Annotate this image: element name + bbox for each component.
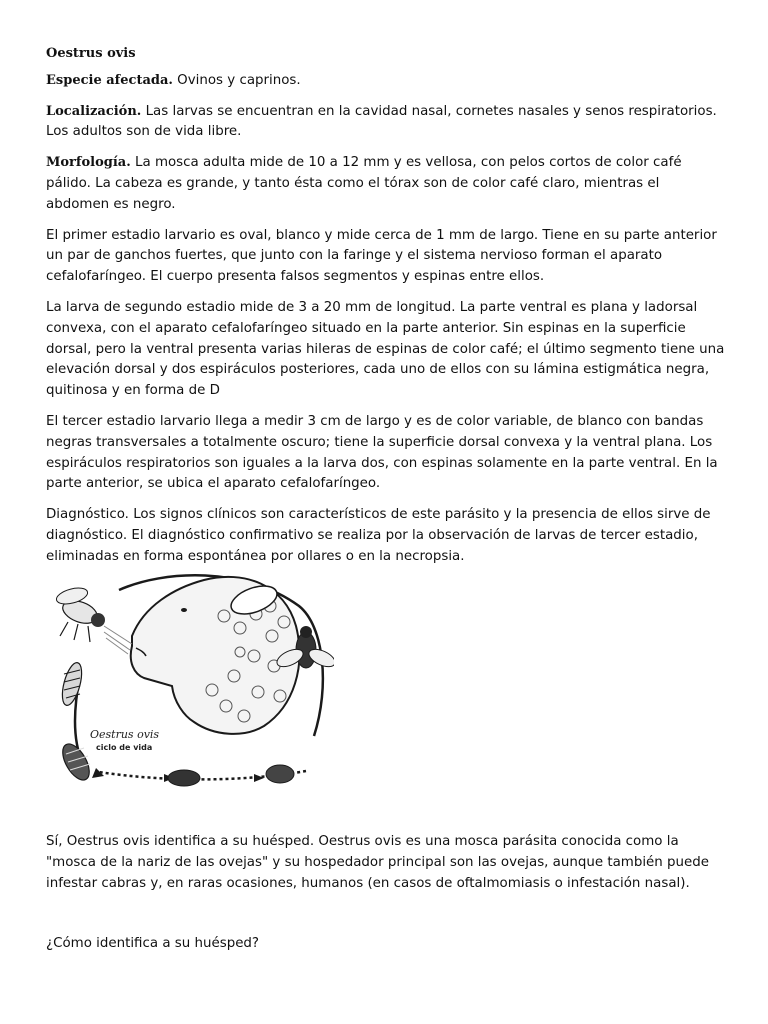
morfologia-text: La mosca adulta mide de 10 a 12 mm y es vellosa, con pelos cortos de color café pálido. La cabeza es grande, y tanto ésta como el tórax son de color café claro, mientras el abdomen es negro.	[46, 155, 682, 212]
sheep-head-icon	[131, 577, 300, 734]
primer-estadio-paragraph: El primer estadio larvario es oval, blanco y mide cerca de 1 mm de largo. Tiene en su parte anterior un par de ganchos fuertes, que junto con la faringe y el sistema nervioso forman el aparato cefalofaríngeo. El cuerpo presenta falsos segmentos y espinas entre ellos.	[46, 227, 717, 285]
larvae-deposit-lines	[104, 626, 132, 654]
especie-label: Especie afectada.	[46, 72, 173, 88]
huesped-paragraph: Sí, Oestrus ovis identifica a su huésped. Oestrus ovis es una mosca parásita conocida como la "mosca de la nariz de las ovejas" y su hospedador principal son las ovejas, aunque también puede infestar cabras y, en raras ocasiones, humanos (en casos de oftalmomiasis o infestación nasal).	[46, 834, 710, 891]
pupa-icon	[266, 765, 294, 783]
figure-caption-cycle: ciclo de vida	[96, 743, 153, 752]
especie-text: Ovinos y caprinos.	[172, 72, 301, 88]
segundo-estadio-paragraph: La larva de segundo estadio mide de 3 a 20 mm de longitud. La parte ventral es plana y ladorsal convexa, con el aparato cefalofaríngeo situado en la parte anterior. Sin espinas en la superficie dorsal, pero la ventral presenta varias hileras de espinas de color café; el último segmento tiene una elevación dorsal y dos espiráculos posteriores, cada uno de ellos con su lámina estigmática negra, quitinosa y en forma de D	[46, 299, 725, 399]
larva-stage-icon	[57, 740, 94, 785]
pupa-icon	[168, 770, 200, 786]
question-paragraph: ¿Cómo identifica a su huésped?	[46, 936, 260, 951]
larva-stage-icon	[59, 661, 86, 708]
life-cycle-drawing	[44, 566, 334, 790]
morfologia-label: Morfología.	[46, 155, 131, 171]
figure-caption-species: Oestrus ovis	[90, 728, 160, 741]
especie-paragraph	[46, 71, 726, 92]
life-cycle-illustration	[44, 566, 334, 790]
arrow-head-icon	[254, 774, 264, 782]
morfologia-paragraph	[46, 153, 726, 215]
tercer-estadio-paragraph: El tercer estadio larvario llega a medir 3 cm de largo y es de color variable, de blanco con bandas negras transversales a totalmente oscuro; tiene la superficie dorsal convexa y la ventral plana. Los espiráculos respiratorios son iguales a la larva dos, con espinas solamente en la parte ventral. En la parte anterior, se ubica el aparato cefalofaríngeo.	[46, 413, 718, 492]
diagnostico-paragraph: Diagnóstico. Los signos clínicos son característicos de este parásito y la presencia de ellos sirve de diagnóstico. El diagnóstico confirmativo se realiza por la observación de larvas de tercer estadio, eliminadas en forma espontánea por ollares o en la necropsia.	[46, 507, 711, 564]
document-body	[46, 44, 726, 578]
localizacion-paragraph	[46, 102, 726, 144]
doc-title: Oestrus ovis	[46, 46, 136, 61]
adult-fly-icon	[55, 585, 105, 642]
localizacion-text: Las larvas se encuentran en la cavidad nasal, cornetes nasales y senos respiratorios. Los adultos son de vida libre.	[46, 103, 717, 140]
localizacion-label: Localización.	[46, 103, 142, 119]
